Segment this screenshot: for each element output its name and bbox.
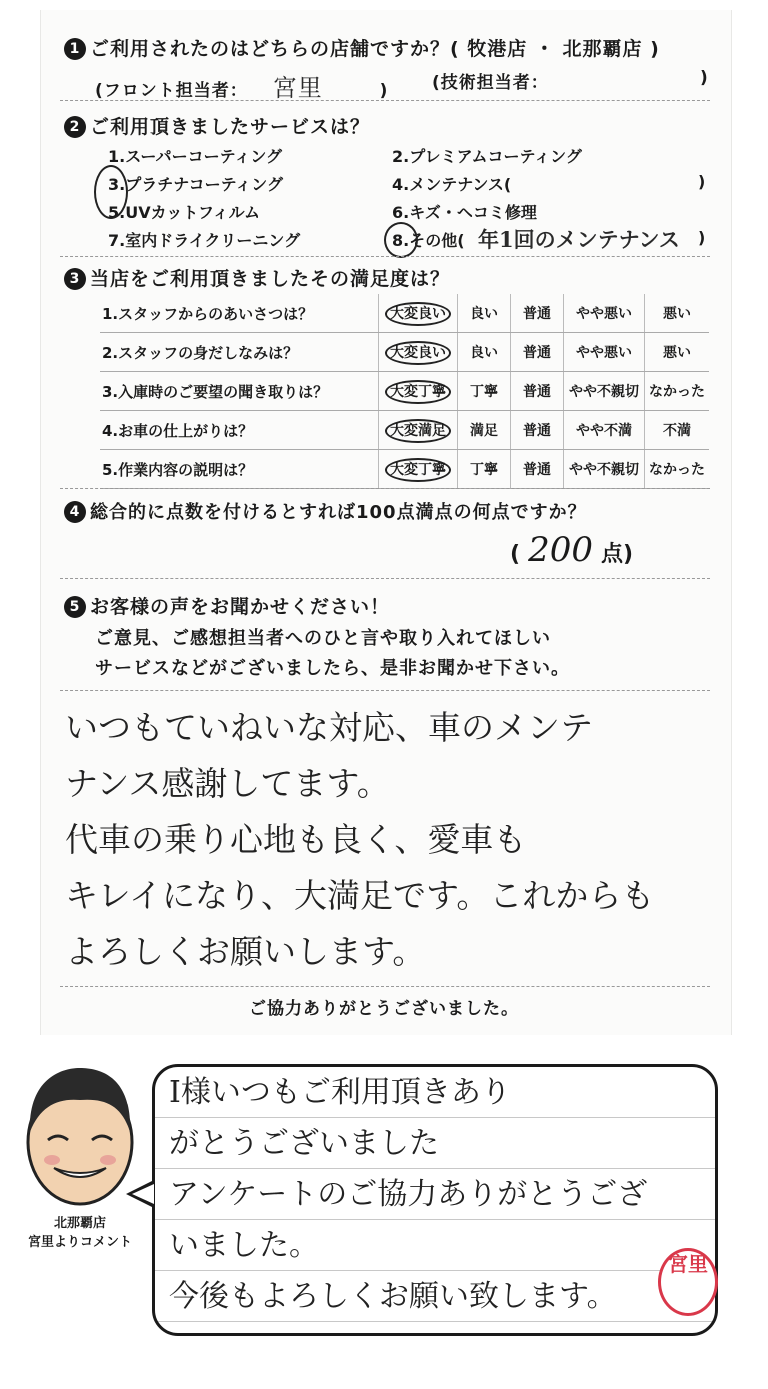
- front-staff-label: (フロント担当者：: [95, 81, 248, 101]
- question-5-sub: ご意見、ご感想担当者へのひと言や取り入れてほしい: [95, 628, 551, 649]
- service-item: 4.メンテナンス(: [392, 175, 512, 194]
- question-text: 総合的に点数を付けるとすれば100点満点の何点ですか？: [90, 502, 587, 523]
- comment-line: いました。: [169, 1228, 319, 1263]
- row-label: 2.スタッフの身だしなみは？: [100, 333, 379, 372]
- row-label: 1.スタッフからのあいさつは？: [100, 294, 379, 333]
- question-number: 4: [64, 501, 86, 523]
- front-staff-close: ): [379, 81, 389, 101]
- staff-seal-stamp: 宮里: [658, 1248, 718, 1316]
- voice-line: いつもていねいな対応、車のメンテ: [65, 708, 593, 747]
- satisfaction-row: [100, 333, 709, 372]
- selection-circle: [384, 222, 418, 258]
- service-close: ): [698, 228, 706, 247]
- question-number: 1: [64, 38, 86, 60]
- option: 普通: [511, 294, 564, 333]
- service-close: ): [698, 172, 706, 191]
- divider: [60, 488, 710, 489]
- option: やや不親切: [564, 450, 645, 489]
- staff-avatar: [18, 1062, 142, 1212]
- row-label: 4.お車の仕上がりは？: [100, 411, 379, 450]
- divider: [60, 986, 710, 987]
- question-5: [64, 592, 390, 619]
- option: 丁寧: [458, 372, 511, 411]
- option: 普通: [511, 333, 564, 372]
- option: 満足: [458, 411, 511, 450]
- question-text: ご利用頂きましたサービスは？: [90, 116, 371, 138]
- service-other-value: 年1回のメンテナンス: [478, 227, 680, 252]
- voice-line: キレイになり、大満足です。これからも: [65, 876, 655, 915]
- option: 不満: [645, 411, 710, 450]
- service-item: 8.その他(: [392, 231, 465, 250]
- staff-store: 北那覇店: [53, 1216, 106, 1231]
- option-selected: 大変良い: [385, 302, 451, 326]
- score-open: (: [510, 542, 521, 567]
- tech-staff-label: (技術担当者：: [432, 73, 549, 93]
- question-number: 5: [64, 596, 86, 618]
- question-4: [64, 498, 587, 524]
- service-item: 2.プレミアムコーティング: [392, 147, 582, 166]
- comment-line: アンケートのご協力ありがとうござ: [169, 1177, 648, 1212]
- front-staff-value: 宮里: [272, 74, 323, 102]
- option: 丁寧: [458, 450, 511, 489]
- option-selected: 大変丁寧: [385, 458, 451, 482]
- question-number: 3: [64, 268, 86, 290]
- selection-circle: [94, 165, 128, 219]
- thanks-text: ご協力ありがとうございました。: [249, 999, 519, 1019]
- option-selected: 大変良い: [385, 341, 451, 365]
- question-3: [64, 264, 450, 291]
- option: なかった: [645, 372, 710, 411]
- row-label: 3.入庫時のご要望の聞き取りは？: [100, 372, 379, 411]
- staff-comment-caption: 宮里よりコメント: [27, 1235, 132, 1250]
- option: 悪い: [645, 294, 710, 333]
- option-selected: 大変満足: [385, 419, 451, 443]
- customer-voice: [65, 700, 705, 980]
- divider: [60, 256, 710, 257]
- comment-line: がとうございました: [169, 1126, 439, 1161]
- option: 良い: [458, 294, 511, 333]
- service-item: 5.UVカットフィルム: [108, 203, 261, 222]
- speech-tail-inner: [132, 1184, 154, 1204]
- satisfaction-row: [100, 294, 709, 333]
- comment-line: I様いつもご利用頂きあり: [169, 1075, 511, 1110]
- divider: [60, 100, 710, 101]
- score-unit: 点): [600, 542, 634, 567]
- option: 悪い: [645, 333, 710, 372]
- divider: [60, 690, 710, 691]
- option: 普通: [511, 372, 564, 411]
- satisfaction-table: [100, 294, 709, 489]
- score-value: 200: [528, 530, 593, 570]
- row-label: 5.作業内容の説明は？: [100, 450, 379, 489]
- comment-line: 今後もよろしくお願い致します。: [169, 1279, 617, 1314]
- staff-comment-bubble: [152, 1064, 718, 1336]
- question-2: [64, 112, 370, 139]
- question-1: [64, 34, 660, 61]
- voice-line: ナンス感謝してます。: [65, 764, 390, 803]
- satisfaction-row: [100, 411, 709, 450]
- service-item: 6.キズ・ヘコミ修理: [392, 203, 537, 222]
- divider: [60, 578, 710, 579]
- option: やや悪い: [564, 333, 645, 372]
- option-selected: 大変丁寧: [385, 380, 451, 404]
- tech-staff-close: ): [700, 68, 709, 88]
- voice-line: 代車の乗り心地も良く、愛車も: [65, 820, 527, 859]
- satisfaction-row: [100, 450, 709, 489]
- staff-caption: [10, 1214, 150, 1252]
- option: やや不親切: [564, 372, 645, 411]
- option: 良い: [458, 333, 511, 372]
- service-item: 7.室内ドライクリーニング: [108, 231, 301, 250]
- question-text: ご利用されたのはどちらの店舗ですか？( 牧港店 ・ 北那覇店 ): [90, 38, 660, 60]
- satisfaction-row: [100, 372, 709, 411]
- service-item: 1.スーパーコーティング: [108, 147, 283, 166]
- option: やや悪い: [564, 294, 645, 333]
- voice-line: よろしくお願いします。: [65, 932, 426, 971]
- question-text: お客様の声をお聞かせください！: [90, 596, 391, 618]
- option: 普通: [511, 411, 564, 450]
- option: やや不満: [564, 411, 645, 450]
- score-field: [510, 530, 633, 570]
- service-item: 3.プラチナコーティング: [108, 175, 283, 194]
- front-staff-row: [95, 68, 388, 103]
- question-5-sub: サービスなどがございましたら、是非お聞かせ下さい。: [95, 658, 570, 679]
- option: なかった: [645, 450, 710, 489]
- option: 普通: [511, 450, 564, 489]
- question-text: 当店をご利用頂きましたその満足度は？: [90, 268, 451, 290]
- question-number: 2: [64, 116, 86, 138]
